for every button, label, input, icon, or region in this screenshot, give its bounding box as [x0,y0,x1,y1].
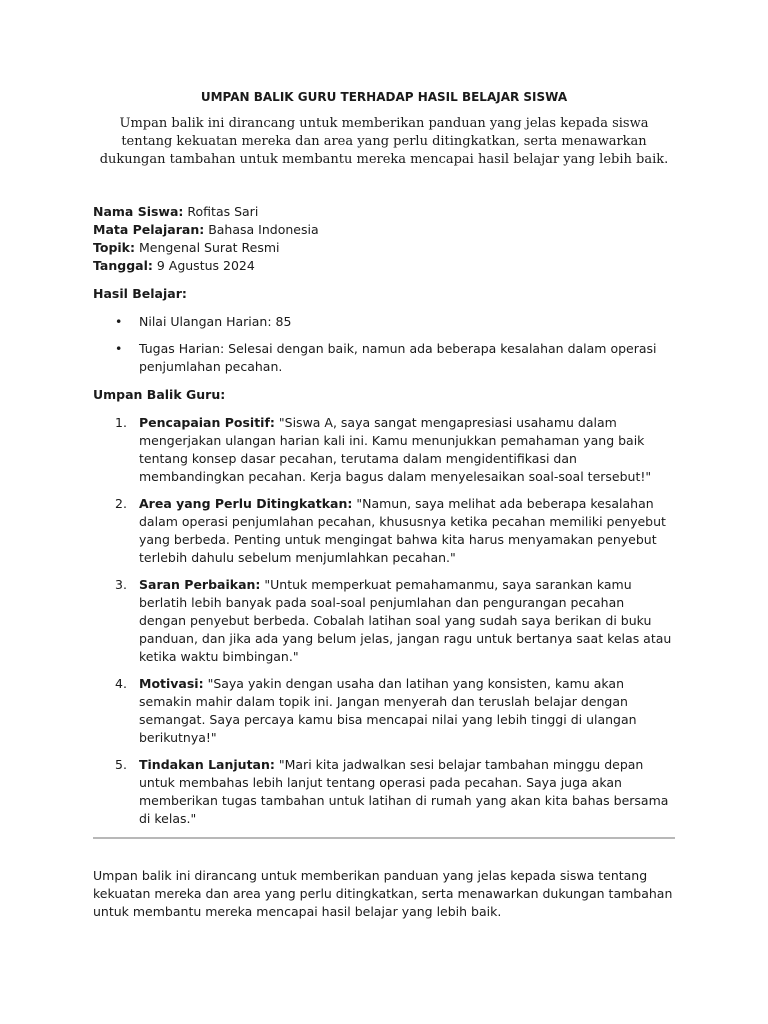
list-item: • Nilai Ulangan Harian: 85 [93,313,675,331]
student-name-label: Nama Siswa: [93,204,184,219]
item-number: 1. [115,415,127,430]
item-label: Tindakan Lanjutan: [139,757,275,772]
item-number: 4. [115,676,127,691]
item-text: "Saya yakin dengan usaha dan latihan yang konsisten, kamu akan semakin mahir dalam topik ini. Jangan menyerah dan teruslah belajar dengan semangat. Saya percaya kamu bisa mencapai nilai yang lebih tinggi di ulangan berikutnya!" [139,676,637,745]
student-name-row [93,203,675,221]
topic-label: Topik: [93,240,135,255]
subject-label: Mata Pelajaran: [93,222,205,237]
feedback-heading: Umpan Balik Guru: [93,387,226,402]
item-label: Motivasi: [139,676,204,691]
subject-value: Bahasa Indonesia [204,222,319,237]
list-item [93,756,675,828]
subject-row [93,221,675,239]
item-text: "Untuk memperkuat pemahamanmu, saya sarankan kamu berlatih lebih banyak pada soal-soal penjumlahan dan pengurangan pecahan dengan penyebut berbeda. Cobalah latihan soal yang sudah saya berikan di buku panduan, dan jika ada yang belum jelas, jangan ragu untuk bertanya saat kelas atau ketika waktu bimbingan." [139,577,672,664]
student-name-value: Rofitas Sari [183,204,259,219]
list-item [93,576,675,666]
horizontal-divider [93,837,675,839]
closing-paragraph: Umpan balik ini dirancang untuk memberikan panduan yang jelas kepada siswa tentang kekuatan mereka dan area yang perlu ditingkatkan, serta menawarkan dukungan tambahan untuk membantu mereka mencapai hasil belajar yang lebih baik. [93,868,673,919]
document-title: UMPAN BALIK GURU TERHADAP HASIL BELAJAR SISWA [200,90,568,104]
item-label: Saran Perbaikan: [139,577,261,592]
list-item: • Tugas Harian: Selesai dengan baik, namun ada beberapa kesalahan dalam operasi penjumlahan pecahan. [93,340,675,376]
item-text: "Namun, saya melihat ada beberapa kesalahan dalam operasi penjumlahan pecahan, khususnya ketika pecahan memiliki penyebut yang berbeda. Penting untuk mengingat bahwa kita harus menyamakan penyebut terlebih dahulu sebelum menjumlahkan pecahan." [139,496,666,565]
item-number: 5. [115,757,127,772]
item-text: "Siswa A, saya sangat mengapresiasi usahamu dalam mengerjakan ulangan harian kali ini. Kamu menunjukkan pemahaman yang baik tentang konsep dasar pecahan, terutama dalam mengidentifikasi dan membandingkan pecahan. Kerja bagus dalam menyelesaikan soal-soal tersebut!" [139,415,652,484]
list-item [93,414,675,486]
item-number: 2. [115,496,127,511]
intro-paragraph: Umpan balik ini dirancang untuk memberikan panduan yang jelas kepada siswa tentang kekuatan mereka dan area yang perlu ditingkatkan, serta menawarkan dukungan tambahan untuk membantu mereka mencapai hasil belajar yang lebih baik. [99,116,669,167]
date-value: 9 Agustus 2024 [152,258,255,273]
list-item [93,675,675,747]
date-row [93,257,675,275]
topic-value: Mengenal Surat Resmi [135,240,280,255]
student-info [93,203,675,275]
topic-row [93,239,675,257]
item-number: 3. [115,577,127,592]
results-heading: Hasil Belajar: [93,286,187,301]
item-label: Pencapaian Positif: [139,415,275,430]
list-item [93,495,675,567]
item-text: "Mari kita jadwalkan sesi belajar tambahan minggu depan untuk membahas lebih lanjut tentang operasi pada pecahan. Saya juga akan memberikan tugas tambahan untuk latihan di rumah yang akan kita bahas bersama di kelas." [139,757,669,826]
date-label: Tanggal: [93,258,153,273]
item-label: Area yang Perlu Ditingkatkan: [139,496,353,511]
results-list [93,313,675,376]
feedback-list [93,414,675,828]
document-page [93,84,675,921]
